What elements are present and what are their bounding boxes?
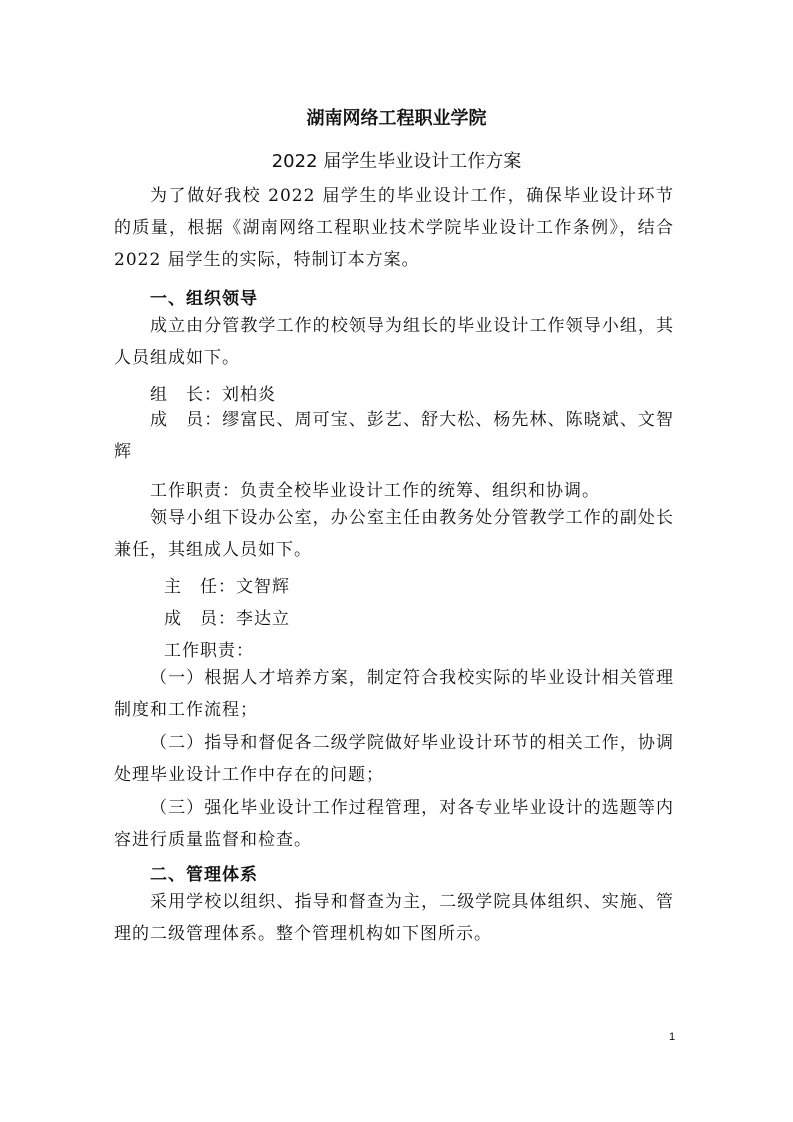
office-paragraph: 领导小组下设办公室，办公室主任由教务处分管教学工作的副处长兼任，其组成人员如下。 [114,508,674,560]
duty-line: 工作职责：负责全校毕业设计工作的统筹、组织和协调。 [150,481,600,501]
office-member-line: 成 员：李达立 [164,609,290,629]
page-number: 1 [669,1031,676,1043]
duty-item: （二）指导和督促各二级学院做好毕业设计环节的相关工作，协调处理毕业设计工作中存在的问题； [114,733,674,785]
duty-item: （三）强化毕业设计工作过程管理，对各专业毕业设计的选题等内容进行质量监督和检查。 [114,798,674,850]
duty-item: （一）根据人才培养方案，制定符合我校实际的毕业设计相关管理制度和工作流程； [114,668,674,720]
duties-label: 工作职责： [164,641,254,661]
intro-paragraph: 为了做好我校 2022 届学生的毕业设计工作，确保毕业设计环节的质量，根据《湖南网络工程职业技术学院毕业设计工作条例》，结合 2022 届学生的实际，特制订本方案。 [114,186,674,270]
leader-line: 组 长：刘柏炎 [150,385,276,405]
section1-paragraph: 成立由分管教学工作的校领导为组长的毕业设计工作领导小组，其人员组成如下。 [114,316,674,368]
document-title: 湖南网络工程职业学院 [306,108,487,129]
members-line: 成 员：缪富民、周可宝、彭艺、舒大松、杨先林、陈晓斌、文智辉 [114,410,674,462]
section2-paragraph: 采用学校以组织、指导和督查为主，二级学院具体组织、实施、管理的二级管理体系。整个管理机构如下图所示。 [114,892,674,944]
section2-heading: 二、管理体系 [150,865,258,885]
document-subtitle: 2022 届学生毕业设计工作方案 [271,151,522,172]
section1-heading: 一、组织领导 [150,289,258,309]
director-line: 主 任：文智辉 [164,577,290,597]
